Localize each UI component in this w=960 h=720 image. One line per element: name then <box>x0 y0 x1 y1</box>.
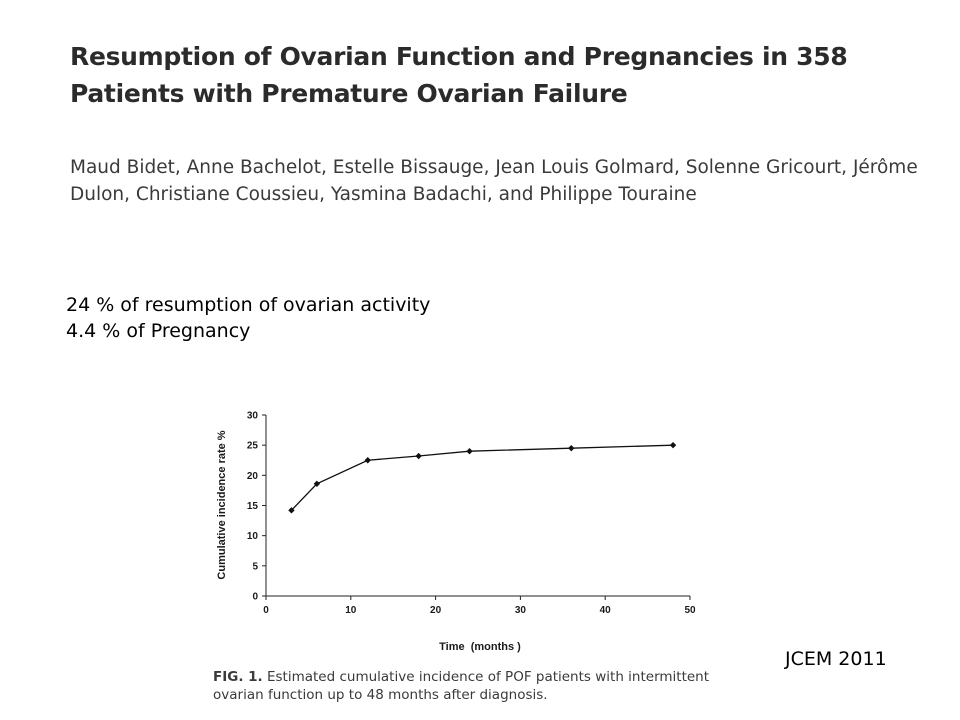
data-point <box>670 442 676 448</box>
stat-pregnancy: 4.4 % of Pregnancy <box>66 320 251 342</box>
incidence-chart-svg <box>205 405 725 660</box>
y-axis-label: Cumulative incidence rate % <box>216 430 228 580</box>
y-tick-label: 20 <box>246 470 258 482</box>
data-point <box>365 457 371 463</box>
stat-resumption: 24 % of resumption of ovarian activity <box>66 294 431 316</box>
x-tick-label: 10 <box>345 605 357 616</box>
series-line <box>291 445 673 510</box>
figure-caption-label: FIG. 1. <box>213 669 263 685</box>
author-list: Maud Bidet, Anne Bachelot, Estelle Bissauge, Jean Louis Golmard, Solenne Gricourt, Jérôme Dulon, Christiane Coussieu, Yasmina Badachi, and Philippe Touraine <box>70 157 918 205</box>
y-tick-label: 25 <box>246 440 258 452</box>
journal-citation: JCEM 2011 <box>785 648 887 670</box>
x-tick-label: 40 <box>599 605 611 616</box>
data-point <box>415 453 421 459</box>
data-point <box>568 445 574 451</box>
y-tick-label: 15 <box>246 501 258 512</box>
x-tick-label: 20 <box>430 605 442 616</box>
figure-caption-text: Estimated cumulative incidence of POF patients with intermittent ovarian function up to 48 months after diagnosis. <box>213 669 710 703</box>
x-axis-label: Time (months ) <box>439 641 521 653</box>
y-tick-label: 30 <box>246 410 258 422</box>
y-tick-label: 0 <box>252 591 258 603</box>
key-statistics <box>66 292 430 344</box>
data-point <box>466 448 472 454</box>
y-tick-label: 10 <box>246 531 258 543</box>
x-tick-label: 50 <box>684 605 696 616</box>
x-tick-label: 30 <box>514 605 526 616</box>
y-tick-label: 5 <box>252 561 258 573</box>
figure-caption <box>213 668 713 704</box>
incidence-chart <box>205 405 725 660</box>
x-tick-label: 0 <box>263 605 269 616</box>
paper-title: Resumption of Ovarian Function and Pregnancies in 358 Patients with Premature Ovarian Failure <box>70 42 848 108</box>
